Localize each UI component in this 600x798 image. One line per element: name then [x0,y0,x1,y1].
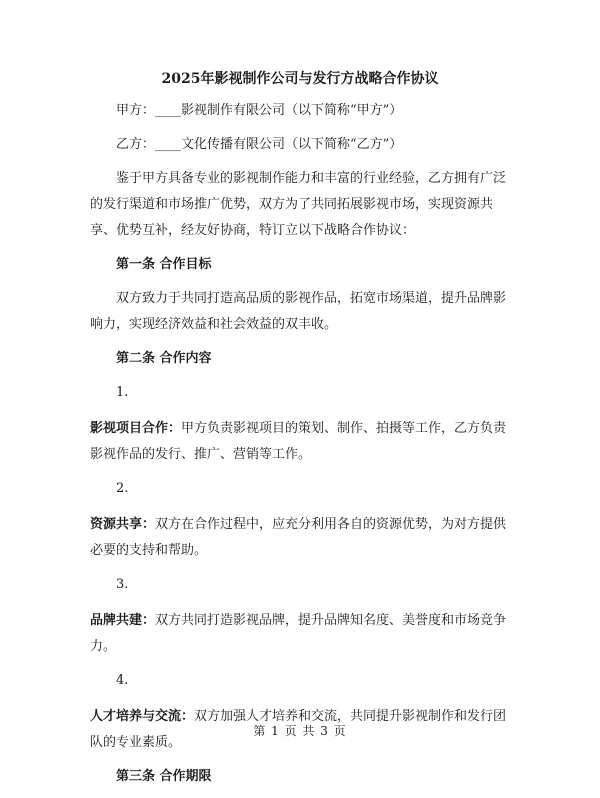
item-3-paragraph [90,608,510,660]
article-3-heading: 第三条 合作期限 [116,769,212,784]
item-4-number: 4. [116,673,129,688]
article-1-heading: 第一条 合作目标 [116,257,212,272]
item-1-paragraph [90,416,510,468]
item-2-label: 资源共享： [90,517,156,532]
item-3-label: 品牌共建： [90,613,156,628]
document-title: 2025年影视制作公司与发行方战略合作协议 [161,71,439,87]
document-body [90,66,510,798]
item-3-text: 双方共同打造影视品牌，提升品牌知名度、美誉度和市场竞争力。 [90,613,507,654]
item-2-text: 双方在合作过程中，应充分利用各自的资源优势，为对方提供必要的支持和帮助。 [90,517,507,558]
item-2-number: 2. [116,481,129,496]
item-3-number: 3. [116,577,129,592]
party-b-line: 乙方：____文化传播有限公司（以下简称“乙方”） [116,137,403,152]
party-a-line: 甲方：____影视制作有限公司（以下简称“甲方”） [116,103,403,118]
item-2-paragraph [90,512,510,564]
item-1-text: 甲方负责影视项目的策划、制作、拍摄等工作，乙方负责影视作品的发行、推广、营销等工作。 [90,421,507,462]
item-4-label: 人才培养与交流： [90,709,195,724]
item-4-text: 双方加强人才培养和交流，共同提升影视制作和发行团队的专业素质。 [90,709,507,750]
item-1-number: 1. [116,385,129,400]
page-indicator: 第 1 页 共 3 页 [253,724,347,738]
article-1-body: 双方致力于共同打造高品质的影视作品，拓宽市场渠道，提升品牌影响力，实现经济效益和社会效益的双丰收。 [90,291,507,332]
article-2-heading: 第二条 合作内容 [116,351,212,366]
preamble-paragraph: 鉴于甲方具备专业的影视制作能力和丰富的行业经验，乙方拥有广泛的发行渠道和市场推广优势，双方为了共同拓展影视市场，实现资源共享、优势互补，经友好协商，特订立以下战略合作协议： [90,171,507,238]
item-1-label: 影视项目合作： [90,421,182,436]
